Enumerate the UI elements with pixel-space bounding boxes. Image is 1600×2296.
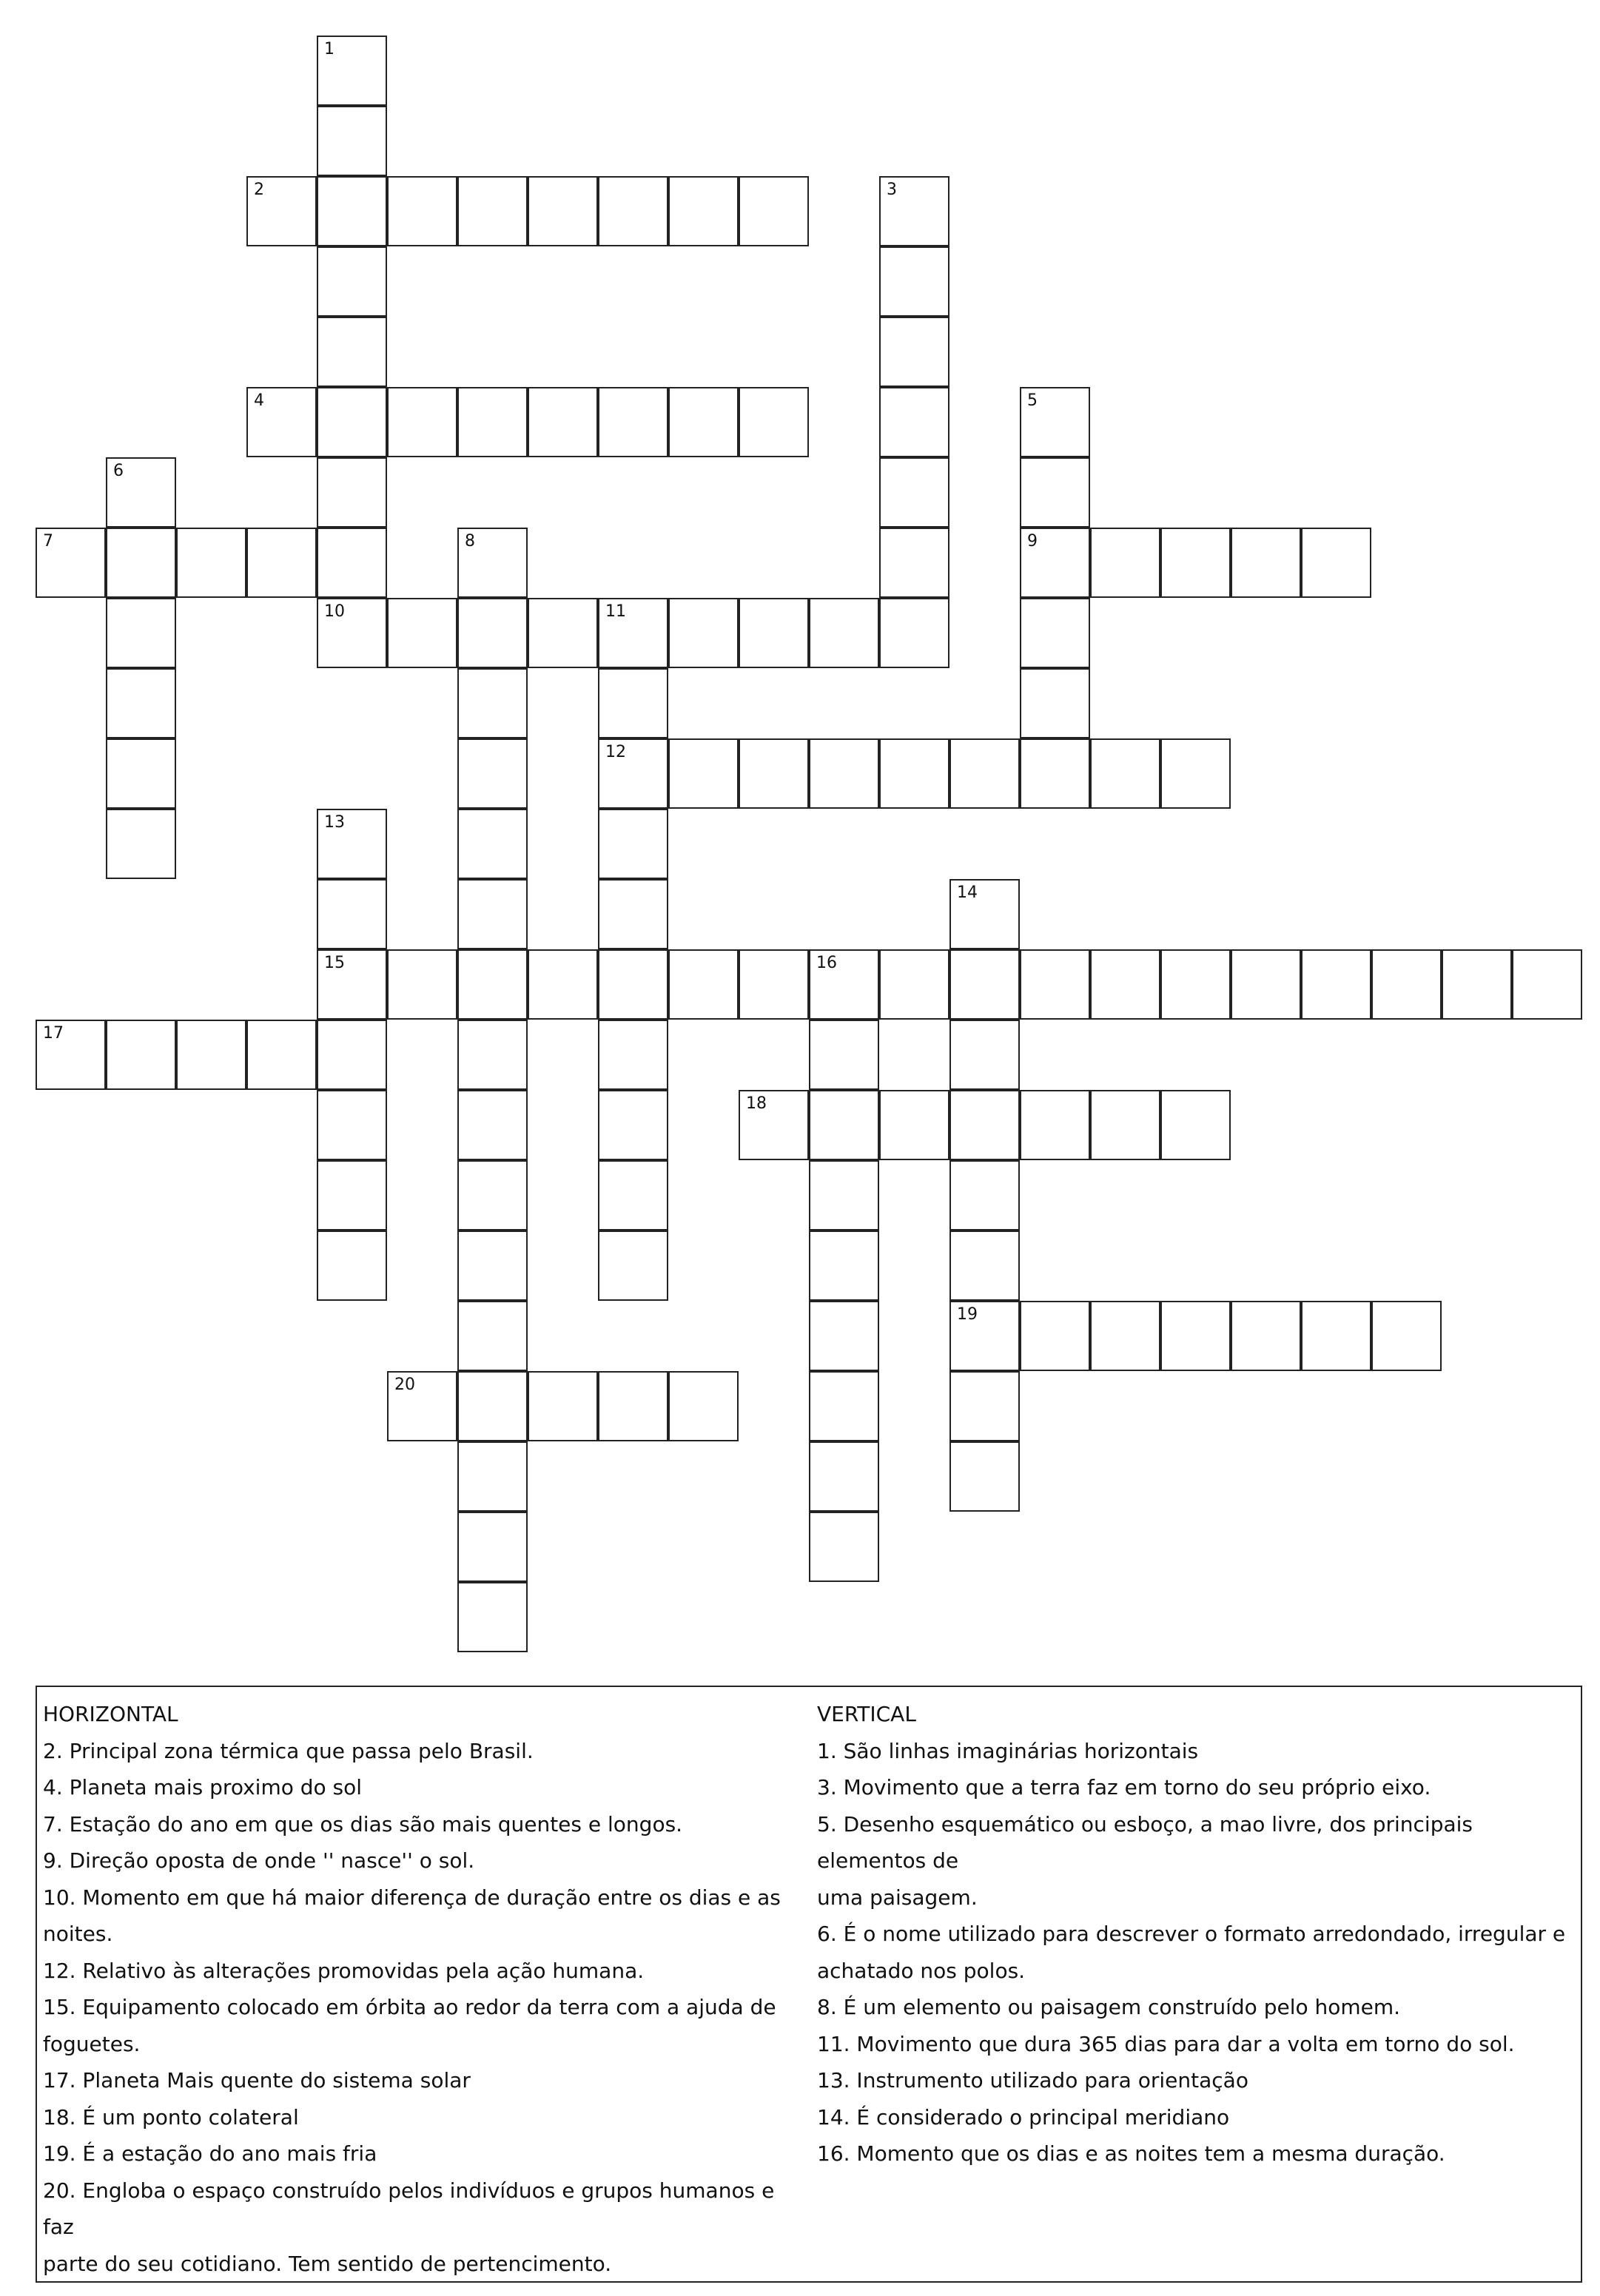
crossword-cell[interactable] bbox=[457, 1582, 528, 1652]
crossword-cell[interactable] bbox=[106, 668, 176, 738]
crossword-cell[interactable] bbox=[387, 598, 457, 668]
crossword-cell[interactable] bbox=[1020, 1301, 1090, 1371]
crossword-cell[interactable] bbox=[317, 36, 387, 106]
crossword-cell[interactable] bbox=[176, 528, 246, 598]
clue-number: 8 bbox=[465, 532, 475, 551]
crossword-cell[interactable] bbox=[1020, 668, 1090, 738]
crossword-cell[interactable] bbox=[246, 1020, 317, 1090]
crossword-cell[interactable] bbox=[106, 457, 176, 528]
crossword-cell[interactable] bbox=[1090, 1090, 1160, 1160]
crossword-cell[interactable] bbox=[949, 1090, 1020, 1160]
clue-line: 18. É um ponto colateral bbox=[43, 2104, 299, 2130]
crossword-cell[interactable] bbox=[457, 879, 528, 949]
crossword-cell[interactable] bbox=[1301, 1301, 1371, 1371]
crossword-cell[interactable] bbox=[317, 1020, 387, 1090]
crossword-cell[interactable] bbox=[809, 1512, 879, 1582]
crossword-cell[interactable] bbox=[1160, 949, 1231, 1020]
crossword-cell[interactable] bbox=[317, 809, 387, 879]
clue-number: 6 bbox=[113, 462, 124, 480]
clue-line: 16. Momento que os dias e as noites tem a mesma duração. bbox=[817, 2141, 1445, 2166]
crossword-cell[interactable] bbox=[809, 738, 879, 809]
crossword-cell[interactable] bbox=[668, 176, 739, 246]
crossword-cell[interactable] bbox=[598, 1231, 668, 1301]
crossword-cell[interactable] bbox=[387, 949, 457, 1020]
crossword-cell[interactable] bbox=[317, 1090, 387, 1160]
clue-number: 3 bbox=[887, 181, 897, 199]
clue-number: 12 bbox=[605, 743, 626, 761]
clue-number: 17 bbox=[43, 1024, 64, 1043]
crossword-cell[interactable] bbox=[317, 176, 387, 246]
crossword-cell[interactable] bbox=[106, 1020, 176, 1090]
clue-line: 20. Engloba o espaço construído pelos indivíduos e grupos humanos e faz bbox=[43, 2178, 775, 2239]
crossword-cell[interactable] bbox=[1231, 949, 1301, 1020]
crossword-cell[interactable] bbox=[1371, 1301, 1442, 1371]
crossword-cell[interactable] bbox=[1020, 528, 1090, 598]
clue-line: 17. Planeta Mais quente do sistema solar bbox=[43, 2068, 471, 2093]
crossword-cell[interactable] bbox=[668, 1371, 739, 1441]
crossword-cell[interactable] bbox=[387, 176, 457, 246]
crossword-cell[interactable] bbox=[739, 387, 809, 457]
crossword-cell[interactable] bbox=[1231, 1301, 1301, 1371]
crossword-cell[interactable] bbox=[809, 949, 879, 1020]
clue-line: 2. Principal zona térmica que passa pelo Brasil. bbox=[43, 1738, 534, 1763]
crossword-cell[interactable] bbox=[528, 1371, 598, 1441]
crossword-cell[interactable] bbox=[879, 457, 949, 528]
vertical-clues bbox=[817, 1696, 1581, 2172]
crossword-cell[interactable] bbox=[809, 1371, 879, 1441]
crossword-cell[interactable] bbox=[457, 1441, 528, 1512]
crossword-cell[interactable] bbox=[739, 176, 809, 246]
crossword-cell[interactable] bbox=[457, 1231, 528, 1301]
crossword-cell[interactable] bbox=[457, 1090, 528, 1160]
crossword-cell[interactable] bbox=[879, 598, 949, 668]
crossword-cell[interactable] bbox=[106, 809, 176, 879]
clue-number: 13 bbox=[324, 813, 345, 832]
crossword-cell[interactable] bbox=[317, 528, 387, 598]
crossword-cell[interactable] bbox=[317, 949, 387, 1020]
crossword-cell[interactable] bbox=[246, 387, 317, 457]
vertical-heading: VERTICAL bbox=[817, 1702, 916, 1726]
clue-line: 4. Planeta mais proximo do sol bbox=[43, 1775, 363, 1800]
crossword-cell[interactable] bbox=[457, 1301, 528, 1371]
clue-line: 1. São linhas imaginárias horizontais bbox=[817, 1738, 1199, 1763]
crossword-cell[interactable] bbox=[668, 738, 739, 809]
crossword-cell[interactable] bbox=[317, 1231, 387, 1301]
clue-line: 5. Desenho esquemático ou esboço, a mao livre, dos principais elementos de bbox=[817, 1811, 1473, 1873]
horizontal-heading: HORIZONTAL bbox=[43, 1702, 178, 1726]
clue-line: 14. É considerado o principal meridiano bbox=[817, 2104, 1230, 2130]
crossword-cell[interactable] bbox=[457, 528, 528, 598]
crossword-cell[interactable] bbox=[1020, 598, 1090, 668]
crossword-cell[interactable] bbox=[1160, 1090, 1231, 1160]
crossword-cell[interactable] bbox=[668, 387, 739, 457]
crossword-cell[interactable] bbox=[879, 246, 949, 317]
crossword-cell[interactable] bbox=[457, 176, 528, 246]
clue-line: foguetes. bbox=[43, 2031, 141, 2056]
crossword-cell[interactable] bbox=[809, 1231, 879, 1301]
crossword-cell[interactable] bbox=[879, 176, 949, 246]
crossword-cell[interactable] bbox=[598, 1090, 668, 1160]
crossword-cell[interactable] bbox=[598, 879, 668, 949]
crossword-cell[interactable] bbox=[879, 949, 949, 1020]
clue-line: 10. Momento em que há maior diferença de duração entre os dias e as bbox=[43, 1885, 781, 1910]
crossword-cell[interactable] bbox=[949, 1020, 1020, 1090]
crossword-cell[interactable] bbox=[36, 1020, 106, 1090]
clue-line: parte do seu cotidiano. Tem sentido de pertencimento. bbox=[43, 2251, 612, 2276]
crossword-cell[interactable] bbox=[1301, 528, 1371, 598]
crossword-cell[interactable] bbox=[1090, 738, 1160, 809]
crossword-cell[interactable] bbox=[457, 1512, 528, 1582]
clues-box bbox=[36, 1686, 1582, 2283]
crossword-cell[interactable] bbox=[106, 738, 176, 809]
clue-line: 8. É um elemento ou paisagem construído pelo homem. bbox=[817, 1995, 1401, 2019]
clue-number: 4 bbox=[254, 391, 264, 410]
crossword-cell[interactable] bbox=[739, 1090, 809, 1160]
crossword-cell[interactable] bbox=[317, 106, 387, 176]
crossword-cell[interactable] bbox=[1090, 1301, 1160, 1371]
crossword-cell[interactable] bbox=[317, 317, 387, 387]
clue-line: 13. Instrumento utilizado para orientação bbox=[817, 2068, 1248, 2093]
crossword-cell[interactable] bbox=[598, 949, 668, 1020]
crossword-cell[interactable] bbox=[528, 598, 598, 668]
crossword-cell[interactable] bbox=[598, 176, 668, 246]
crossword-cell[interactable] bbox=[739, 949, 809, 1020]
crossword-cell[interactable] bbox=[949, 879, 1020, 949]
crossword-cell[interactable] bbox=[668, 598, 739, 668]
horizontal-clues bbox=[43, 1696, 805, 2282]
crossword-cell[interactable] bbox=[1020, 387, 1090, 457]
clue-number: 20 bbox=[394, 1376, 415, 1394]
crossword-cell[interactable] bbox=[809, 1160, 879, 1231]
clue-number: 14 bbox=[957, 883, 978, 902]
crossword-cell[interactable] bbox=[1160, 528, 1231, 598]
crossword-cell[interactable] bbox=[949, 949, 1020, 1020]
clue-number: 5 bbox=[1027, 391, 1038, 410]
crossword-cell[interactable] bbox=[949, 738, 1020, 809]
crossword-cell[interactable] bbox=[598, 738, 668, 809]
crossword-cell[interactable] bbox=[317, 1160, 387, 1231]
crossword-cell[interactable] bbox=[1020, 949, 1090, 1020]
crossword-cell[interactable] bbox=[457, 598, 528, 668]
crossword-cell[interactable] bbox=[457, 387, 528, 457]
crossword-cell[interactable] bbox=[949, 1160, 1020, 1231]
clue-number: 16 bbox=[816, 954, 837, 972]
crossword-cell[interactable] bbox=[36, 528, 106, 598]
crossword-cell[interactable] bbox=[457, 668, 528, 738]
clue-number: 7 bbox=[43, 532, 53, 551]
crossword-cell[interactable] bbox=[1301, 949, 1371, 1020]
clue-line: 9. Direção oposta de onde '' nasce'' o sol. bbox=[43, 1848, 475, 1873]
clue-line: 19. É a estação do ano mais fria bbox=[43, 2141, 377, 2166]
crossword-cell[interactable] bbox=[457, 809, 528, 879]
crossword-cell[interactable] bbox=[809, 1301, 879, 1371]
crossword-cell[interactable] bbox=[387, 387, 457, 457]
crossword-cell[interactable] bbox=[457, 949, 528, 1020]
crossword-cell[interactable] bbox=[457, 738, 528, 809]
crossword-cell[interactable] bbox=[1160, 1301, 1231, 1371]
crossword-cell[interactable] bbox=[949, 1371, 1020, 1441]
crossword-cell[interactable] bbox=[317, 457, 387, 528]
clue-line: uma paisagem. bbox=[817, 1885, 978, 1910]
crossword-cell[interactable] bbox=[668, 949, 739, 1020]
crossword-cell[interactable] bbox=[598, 809, 668, 879]
crossword-cell[interactable] bbox=[1160, 738, 1231, 809]
crossword-cell[interactable] bbox=[1442, 949, 1512, 1020]
crossword-cell[interactable] bbox=[106, 598, 176, 668]
crossword-cell[interactable] bbox=[598, 1160, 668, 1231]
crossword-cell[interactable] bbox=[317, 598, 387, 668]
crossword-cell[interactable] bbox=[879, 387, 949, 457]
clue-number: 10 bbox=[324, 602, 345, 621]
crossword-cell[interactable] bbox=[1512, 949, 1582, 1020]
crossword-cell[interactable] bbox=[739, 738, 809, 809]
clue-number: 15 bbox=[324, 954, 345, 972]
clue-line: 11. Movimento que dura 365 dias para dar a volta em torno do sol. bbox=[817, 2031, 1515, 2056]
crossword-cell[interactable] bbox=[457, 1371, 528, 1441]
crossword-cell[interactable] bbox=[1231, 528, 1301, 598]
clue-number: 2 bbox=[254, 181, 264, 199]
crossword-cell[interactable] bbox=[809, 598, 879, 668]
crossword-cell[interactable] bbox=[1090, 949, 1160, 1020]
crossword-cell[interactable] bbox=[949, 1301, 1020, 1371]
clue-line: 3. Movimento que a terra faz em torno do seu próprio eixo. bbox=[817, 1775, 1431, 1800]
clue-line: 12. Relativo às alterações promovidas pela ação humana. bbox=[43, 1958, 645, 1983]
crossword-cell[interactable] bbox=[457, 1020, 528, 1090]
clue-number: 18 bbox=[746, 1094, 767, 1113]
crossword-cell[interactable] bbox=[246, 528, 317, 598]
clue-line: 7. Estação do ano em que os dias são mais quentes e longos. bbox=[43, 1811, 683, 1837]
crossword-cell[interactable] bbox=[879, 528, 949, 598]
crossword-cell[interactable] bbox=[809, 1090, 879, 1160]
crossword-cell[interactable] bbox=[317, 387, 387, 457]
crossword-cell[interactable] bbox=[598, 668, 668, 738]
crossword-cell[interactable] bbox=[809, 1441, 879, 1512]
crossword-cell[interactable] bbox=[949, 1441, 1020, 1512]
clue-number: 19 bbox=[957, 1305, 978, 1324]
crossword-cell[interactable] bbox=[598, 1020, 668, 1090]
clue-number: 11 bbox=[605, 602, 626, 621]
crossword-cell[interactable] bbox=[598, 598, 668, 668]
crossword-cell[interactable] bbox=[598, 387, 668, 457]
crossword-cell[interactable] bbox=[528, 176, 598, 246]
crossword-cell[interactable] bbox=[879, 317, 949, 387]
crossword-cell[interactable] bbox=[739, 598, 809, 668]
crossword-cell[interactable] bbox=[949, 1231, 1020, 1301]
crossword-cell[interactable] bbox=[598, 1371, 668, 1441]
crossword-cell[interactable] bbox=[387, 1371, 457, 1441]
crossword-cell[interactable] bbox=[317, 246, 387, 317]
crossword-cell[interactable] bbox=[1371, 949, 1442, 1020]
crossword-cell[interactable] bbox=[176, 1020, 246, 1090]
clue-line: noites. bbox=[43, 1922, 113, 1946]
crossword-cell[interactable] bbox=[1020, 1090, 1090, 1160]
clue-number: 9 bbox=[1027, 532, 1038, 551]
crossword-cell[interactable] bbox=[879, 738, 949, 809]
crossword-cell[interactable] bbox=[528, 949, 598, 1020]
crossword-cell[interactable] bbox=[879, 1090, 949, 1160]
clue-line: 15. Equipamento colocado em órbita ao redor da terra com a ajuda de bbox=[43, 1995, 776, 2019]
crossword-cell[interactable] bbox=[317, 879, 387, 949]
crossword-cell[interactable] bbox=[457, 1160, 528, 1231]
clue-line: 6. É o nome utilizado para descrever o formato arredondado, irregular e bbox=[817, 1922, 1566, 1946]
crossword-cell[interactable] bbox=[528, 387, 598, 457]
crossword-cell[interactable] bbox=[1020, 457, 1090, 528]
clue-number: 1 bbox=[324, 40, 335, 58]
clue-line: achatado nos polos. bbox=[817, 1958, 1026, 1983]
crossword-cell[interactable] bbox=[809, 1020, 879, 1090]
crossword-cell[interactable] bbox=[246, 176, 317, 246]
crossword-cell[interactable] bbox=[1090, 528, 1160, 598]
crossword-cell[interactable] bbox=[1020, 738, 1090, 809]
crossword-cell[interactable] bbox=[106, 528, 176, 598]
